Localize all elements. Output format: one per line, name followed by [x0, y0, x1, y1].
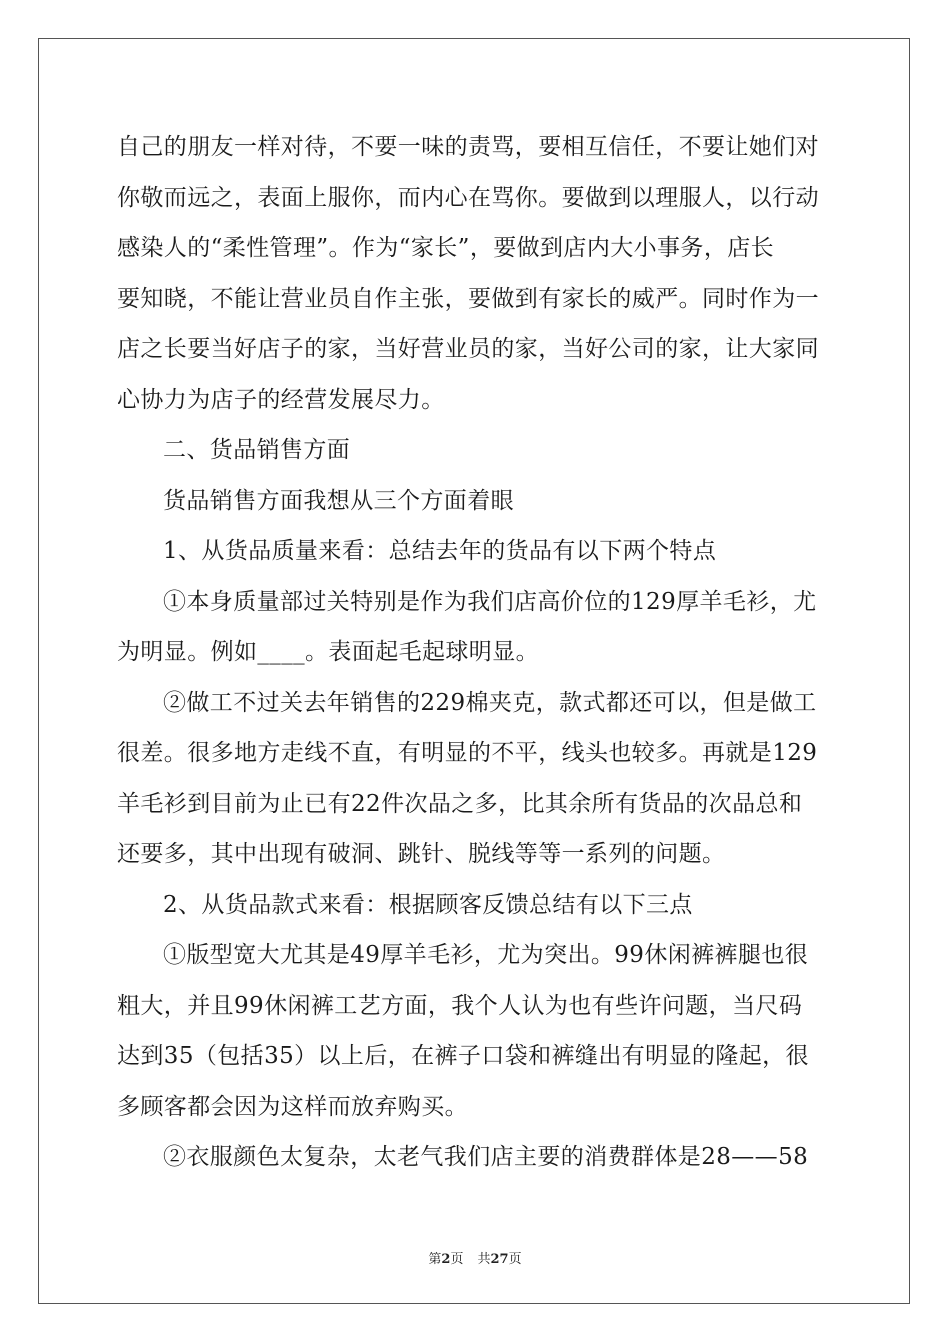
total-prefix: 共: [477, 1252, 491, 1267]
text-line: 感染人的“柔性管理”。作为“家长”，要做到店内大小事务，店长: [117, 235, 775, 261]
text-line: 货品销售方面我想从三个方面着眼: [163, 487, 514, 514]
text-line: ①本身质量部过关特别是作为我们店高价位的129厚羊毛衫，尤: [163, 588, 817, 615]
page-unit: 页: [450, 1252, 464, 1267]
subsection-heading: 2、从货品款式来看：根据顾客反馈总结有以下三点: [163, 891, 693, 918]
text-line: 粗大，并且99休闲裤工艺方面，我个人认为也有些许问题，当尺码: [117, 992, 803, 1019]
text-line: 店之长要当好店子的家，当好营业员的家，当好公司的家，让大家同: [117, 336, 819, 362]
page-total: 27: [490, 1252, 509, 1267]
text-line: 很差。很多地方走线不直，有明显的不平，线头也较多。再就是129: [117, 740, 818, 766]
page-footer: [0, 1248, 950, 1267]
text-line: ②做工不过关去年销售的229棉夹克，款式都还可以，但是做工: [163, 689, 817, 716]
text-line: 自己的朋友一样对待，不要一味的责骂，要相互信任，不要让她们对: [117, 134, 819, 160]
text-line: 为明显。例如____。表面起毛起球明显。: [117, 639, 539, 665]
text-line: 达到35（包括35）以上后，在裤子口袋和裤缝出有明显的隆起，很: [117, 1043, 809, 1069]
document-body: [117, 122, 837, 1183]
text-line: 你敬而远之，表面上服你，而内心在骂你。要做到以理服人，以行动: [117, 184, 819, 211]
text-line: ①版型宽大尤其是49厚羊毛衫，尤为突出。99休闲裤裤腿也很: [163, 942, 809, 968]
text-line: 还要多，其中出现有破洞、跳针、脱线等等一系列的问题。: [117, 841, 726, 867]
text-line: 多顾客都会因为这样而放弃购买。: [117, 1093, 468, 1120]
total-unit: 页: [508, 1252, 522, 1267]
page-current: 2: [441, 1252, 451, 1267]
section-heading: 二、货品销售方面: [163, 437, 351, 463]
text-line: 要知晓，不能让营业员自作主张，要做到有家长的威严。同时作为一: [117, 285, 819, 312]
text-line: 心协力为店子的经营发展尽力。: [117, 386, 445, 413]
text-line: ②衣服颜色太复杂，太老气我们店主要的消费群体是28——58: [163, 1144, 809, 1170]
text-line: 羊毛衫到目前为止已有22件次品之多，比其余所有货品的次品总和: [117, 790, 803, 817]
subsection-heading: 1、从货品质量来看：总结去年的货品有以下两个特点: [163, 538, 717, 564]
page-prefix: 第: [428, 1252, 442, 1267]
